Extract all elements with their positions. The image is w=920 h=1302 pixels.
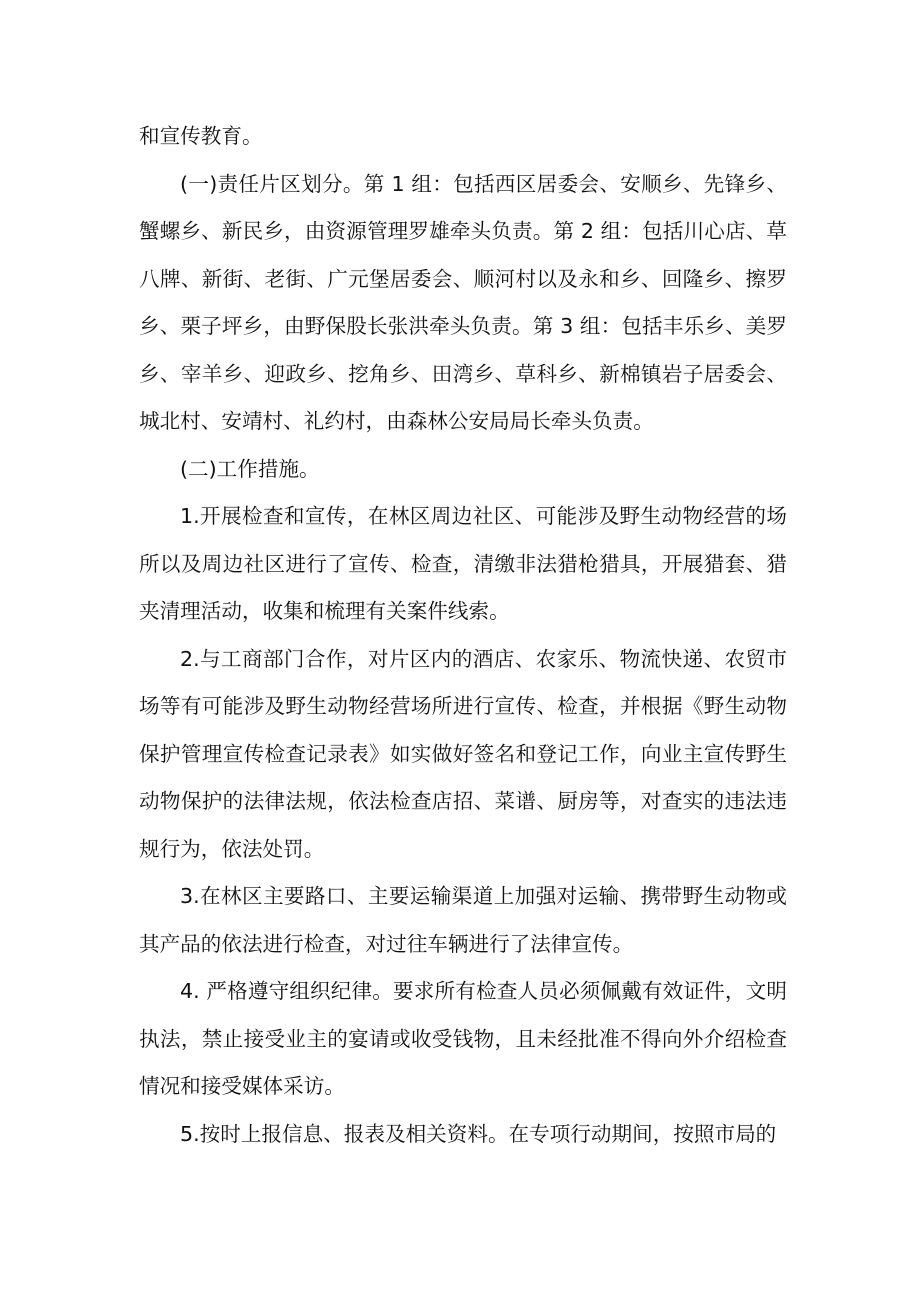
paragraph-measure-2: 2.与工商部门合作，对片区内的酒店、农家乐、物流快递、农贸市场等有可能涉及野生动物经营场所进行宣传、检查，并根据《野生动物保护管理宣传检查记录表》如实做好签名和登记工作，向业主宣传野生动物保护的法律法规，依法检查店招、菜谱、厨房等，对查实的违法违规行为，依法处罚。 [139,646,787,861]
paragraph-measure-5: 5.按时上报信息、报表及相关资料。在专项行动期间，按照市局的 [180,1121,777,1146]
paragraph-responsibility-zones: (一)责任片区划分。第 1 组：包括西区居委会、安顺乡、先锋乡、蟹螺乡、新民乡，由资源管理罗雄牵头负责。第 2 组：包括川心店、草八牌、新街、老街、广元堡居委会、顺河村以及永和乡、回隆乡、擦罗乡、栗子坪乡，由野保股长张洪牵头负责。第 3 组：包括丰乐乡、美罗乡、宰羊乡、迎政乡、挖角乡、田湾乡、草科乡、新棉镇岩子居委会、城北村、安靖村、礼约村，由森林公安局局长牵头负责。 [139,171,787,433]
paragraph-measure-3: 3.在林区主要路口、主要运输渠道上加强对运输、携带野生动物或其产品的依法进行检查，对过往车辆进行了法律宣传。 [139,884,787,956]
paragraph-continuation: 和宣传教育。 [139,124,263,148]
paragraph-measure-4: 4. 严格遵守组织纪律。要求所有检查人员必须佩戴有效证件，文明执法，禁止接受业主的宴请或收受钱物，且未经批准不得向外介绍检查情况和接受媒体采访。 [139,979,787,1098]
paragraph-work-measures-heading: (二)工作措施。 [180,456,320,481]
document-body [139,113,787,1158]
paragraph-measure-1: 1.开展检查和宣传，在林区周边社区、可能涉及野生动物经营的场所以及周边社区进行了宣传、检查，清缴非法猎枪猎具，开展猎套、猎夹清理活动，收集和梳理有关案件线索。 [139,504,787,623]
